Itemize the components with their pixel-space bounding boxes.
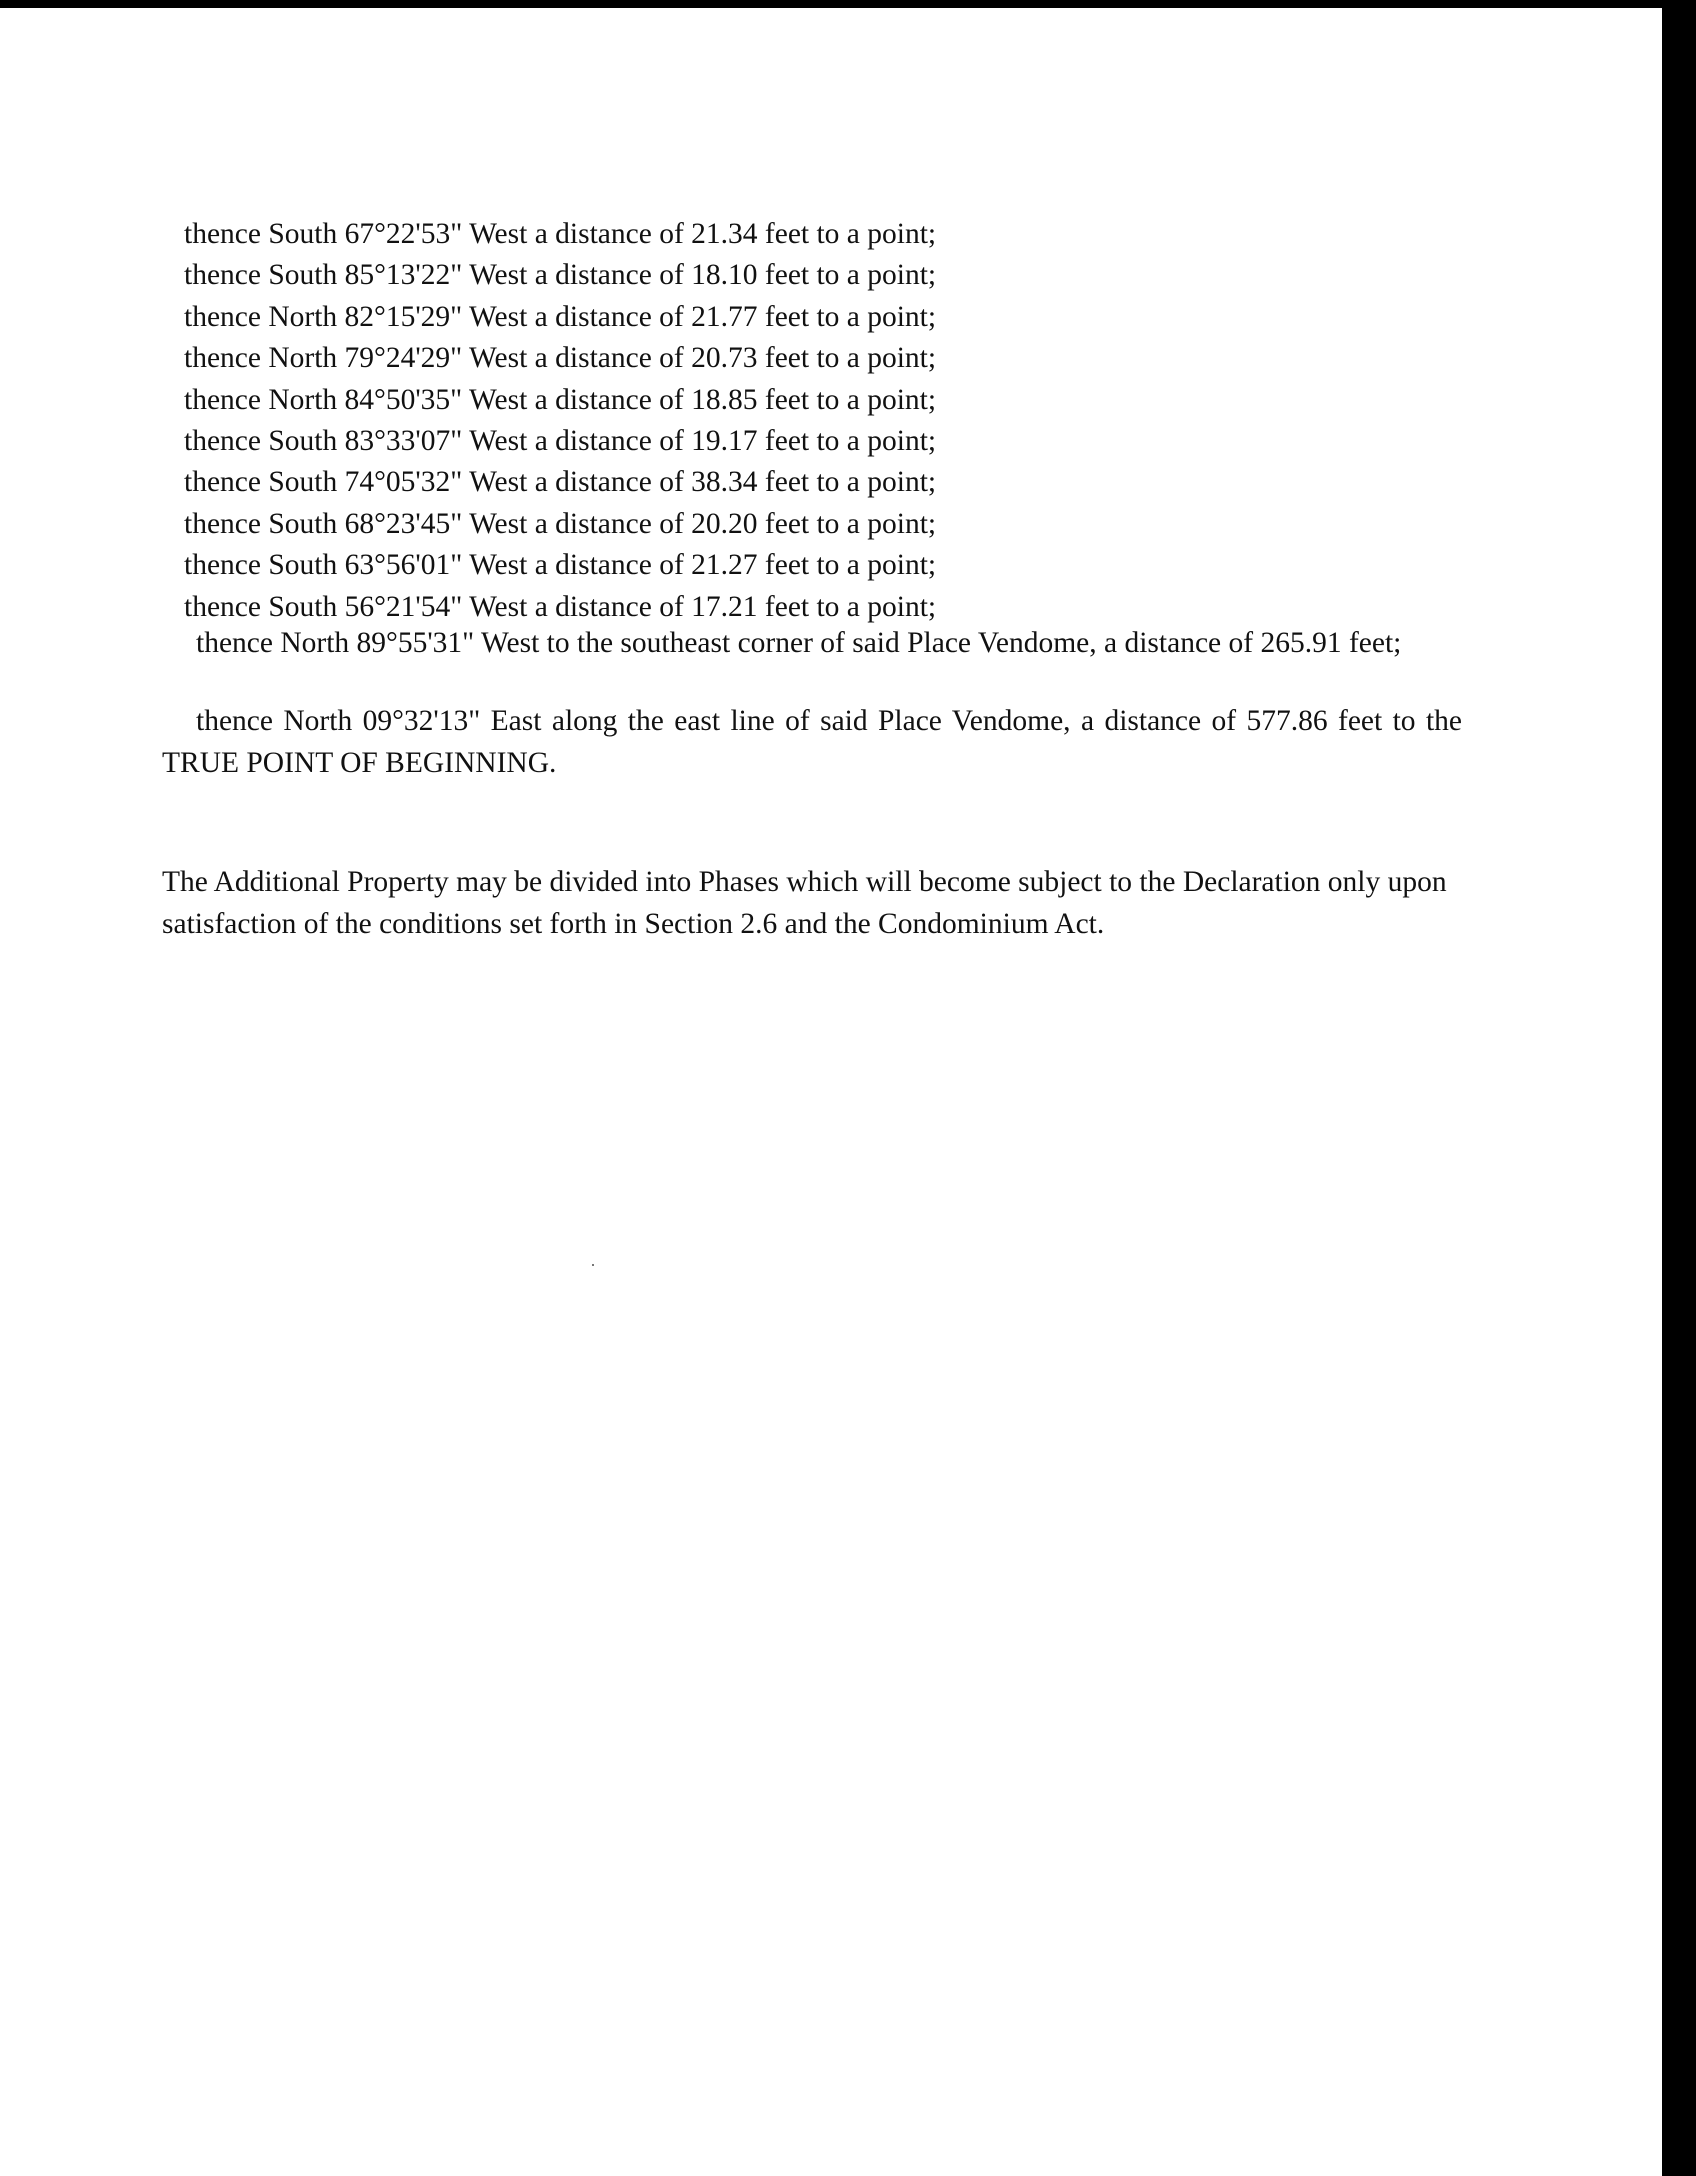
survey-course: thence South 67°22'53" West a distance of 21.34 feet to a point; [184,218,937,250]
scan-edge-right [1662,0,1696,2176]
survey-course: thence South 63°56'01" West a distance of 21.27 feet to a point; [184,549,937,582]
survey-course: thence North 84°50'35" West a distance of 18.85 feet to a point; [184,383,937,416]
survey-course: thence South 68°23'45" West a distance of 20.20 feet to a point; [184,507,937,540]
survey-course: thence South 85°13'22" West a distance of 18.10 feet to a point; [184,259,937,292]
additional-property-paragraph: The Additional Property may be divided into Phases which will become subject to the Declaration only upon satisfaction of the conditions set forth in Section 2.6 and the Condominium Act. [162,866,1447,940]
survey-courses-list [184,214,1484,628]
course-to-southeast-corner-text: thence North 89°55'31" West to the southeast corner of said Place Vendome, a distance of 265.91 feet; [196,627,1402,659]
survey-course: thence South 83°33'07" West a distance of 19.17 feet to a point; [184,425,937,458]
survey-course: thence South 56°21'54" West a distance of 17.21 feet to a point; [184,590,937,623]
course-to-point-of-beginning [162,700,1462,784]
course-to-point-of-beginning-text: thence North 09°32'13" East along the east line of said Place Vendome, a distance of 577.86 feet to the TRUE POINT OF BEGINNING. [162,705,1462,779]
scan-speck [592,1264,594,1266]
survey-course: thence South 74°05'32" West a distance of 38.34 feet to a point; [184,466,937,499]
survey-course: thence North 82°15'29" West a distance of 21.77 feet to a point; [184,300,937,333]
survey-course: thence North 79°24'29" West a distance of 20.73 feet to a point; [184,342,937,375]
course-to-southeast-corner [162,622,1462,664]
